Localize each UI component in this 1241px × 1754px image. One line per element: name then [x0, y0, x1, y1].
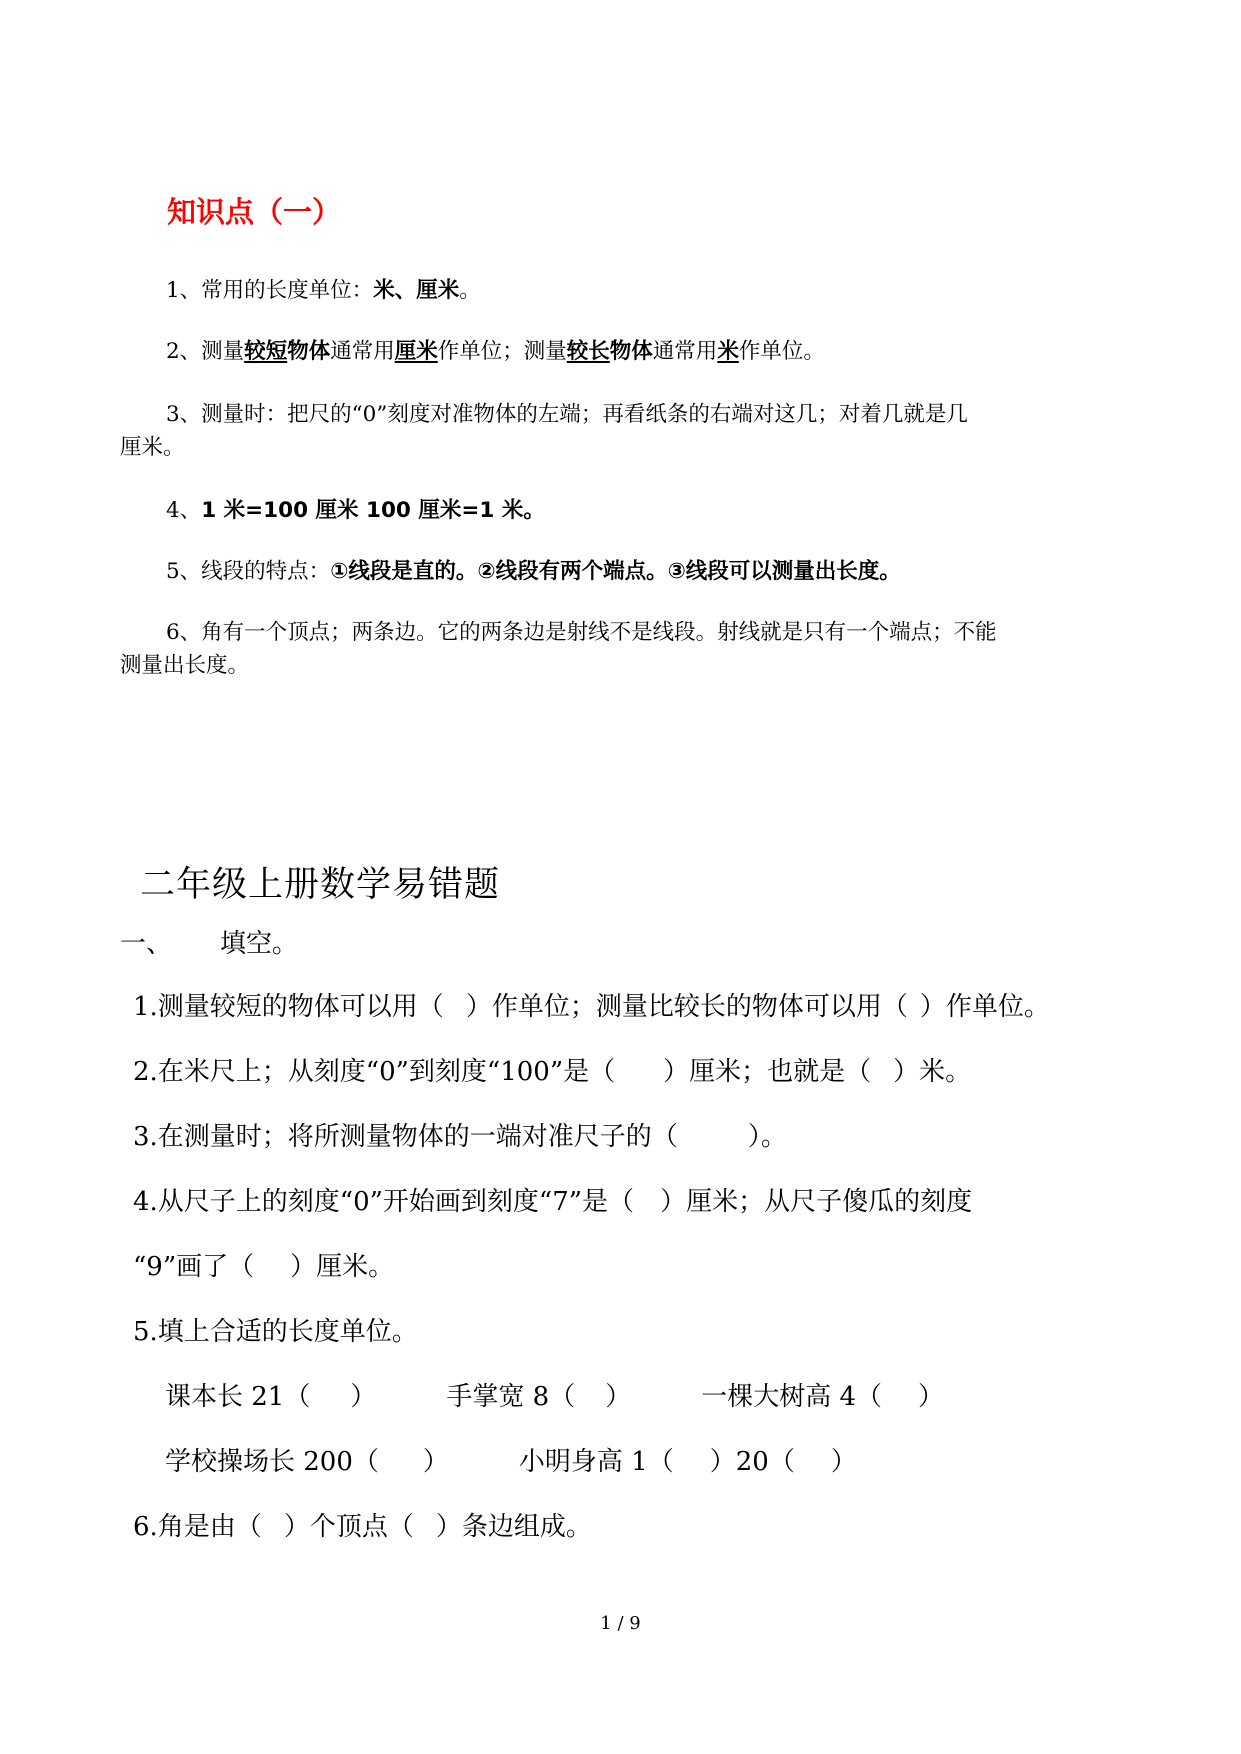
- question-2: 2.在米尺上；从刻度“0”到刻度“100”是（ ）厘米；也就是（ ）米。: [133, 1057, 972, 1087]
- section-heading: 一、 填空。: [120, 929, 299, 959]
- knowledge-item-5: 5、线段的特点：①线段是直的。②线段有两个端点。③线段可以测量出长度。: [166, 559, 901, 584]
- knowledge-item-3: 3、测量时：把尺的“0”刻度对准物体的左端；再看纸条的右端对这几；对着几就是几 厘米。: [120, 402, 968, 460]
- page-number: 1 / 9: [600, 1613, 641, 1634]
- knowledge-item-6: 6、角有一个顶点；两条边。它的两条边是射线不是线段。射线就是只有一个端点；不能 测量出长度。: [120, 620, 997, 678]
- question-1: 1.测量较短的物体可以用（ ）作单位；测量比较长的物体可以用（ ）作单位。: [133, 992, 1050, 1022]
- question-5: 5.填上合适的长度单位。: [133, 1317, 418, 1347]
- question-6: 6.角是由（ ）个顶点（ ）条边组成。: [133, 1512, 592, 1542]
- question-4-continued: “9”画了（ ）厘米。: [133, 1252, 395, 1282]
- knowledge-item-1: 1、常用的长度单位：米、厘米。: [166, 278, 481, 303]
- knowledge-item-4: 4、1 米=100 厘米 100 厘米=1 米。: [166, 498, 545, 523]
- question-5-row-2: 学校操场长 200（ ） 小明身高 1（ ）20（ ）: [165, 1447, 857, 1477]
- question-3: 3.在测量时；将所测量物体的一端对准尺子的（ ）。: [133, 1122, 787, 1152]
- question-4: 4.从尺子上的刻度“0”开始画到刻度“7”是（ ）厘米；从尺子傻瓜的刻度: [133, 1187, 973, 1217]
- knowledge-title: 知识点（一）: [167, 195, 342, 229]
- exam-title: 二年级上册数学易错题: [140, 865, 501, 905]
- question-5-row-1: 课本长 21（ ） 手掌宽 8（ ） 一棵大树高 4（ ）: [165, 1382, 945, 1412]
- knowledge-item-2: 2、测量较短物体通常用厘米作单位；测量较长物体通常用米作单位。: [166, 339, 825, 364]
